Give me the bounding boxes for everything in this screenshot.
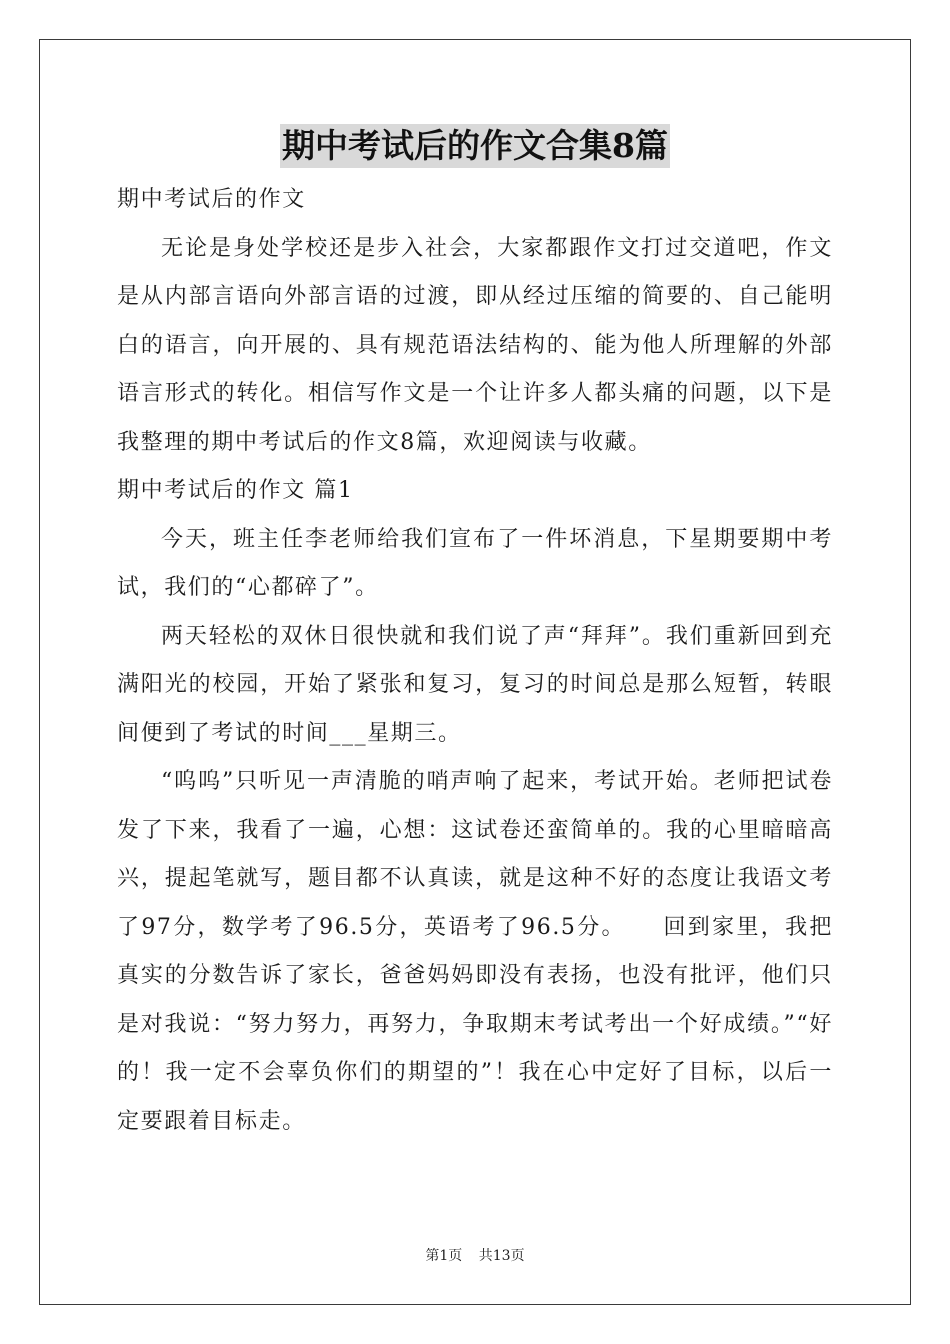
page-footer [0, 1246, 950, 1266]
document-body [117, 176, 833, 1146]
page-total: 共13页 [478, 1248, 525, 1264]
section-heading: 期中考试后的作文 [117, 187, 306, 212]
title-container [0, 124, 950, 168]
document-title: 期中考试后的作文合集8篇 [280, 124, 670, 168]
page-number: 第1页 [425, 1248, 463, 1264]
body-paragraph: 两天轻松的双休日很快就和我们说了声“拜拜”。我们重新回到充满阳光的校园，开始了紧张和复习，复习的时间总是那么短暂，转眼间便到了考试的时间___星期三。 [117, 623, 833, 746]
intro-paragraph: 无论是身处学校还是步入社会，大家都跟作文打过交道吧，作文是从内部言语向外部言语的过渡，即从经过压缩的简要的、自己能明白的语言，向开展的、具有规范语法结构的、能为他人所理解的外部语言形式的转化。相信写作文是一个让许多人都头痛的问题，以下是我整理的期中考试后的作文8篇，欢迎阅读与收藏。 [117, 235, 833, 455]
body-paragraph: 今天，班主任李老师给我们宣布了一件坏消息，下星期要期中考试，我们的“心都碎了”。 [117, 526, 833, 600]
body-paragraph: “呜呜”只听见一声清脆的哨声响了起来，考试开始。老师把试卷发了下来，我看了一遍，心想：这试卷还蛮简单的。我的心里暗暗高兴，提起笔就写，题目都不认真读，就是这种不好的态度让我语文考了97分，数学考了96.5分，英语考了96.5分。 回到家里，我把真实的分数告诉了家长，爸爸妈妈即没有表扬，也没有批评，他们只是对我说：“努力努力，再努力，争取期末考试考出一个好成绩。”“好的！我一定不会辜负你们的期望的”！我在心中定好了目标，以后一定要跟着目标走。 [117, 769, 833, 1134]
section-heading: 期中考试后的作文 篇1 [117, 478, 354, 503]
